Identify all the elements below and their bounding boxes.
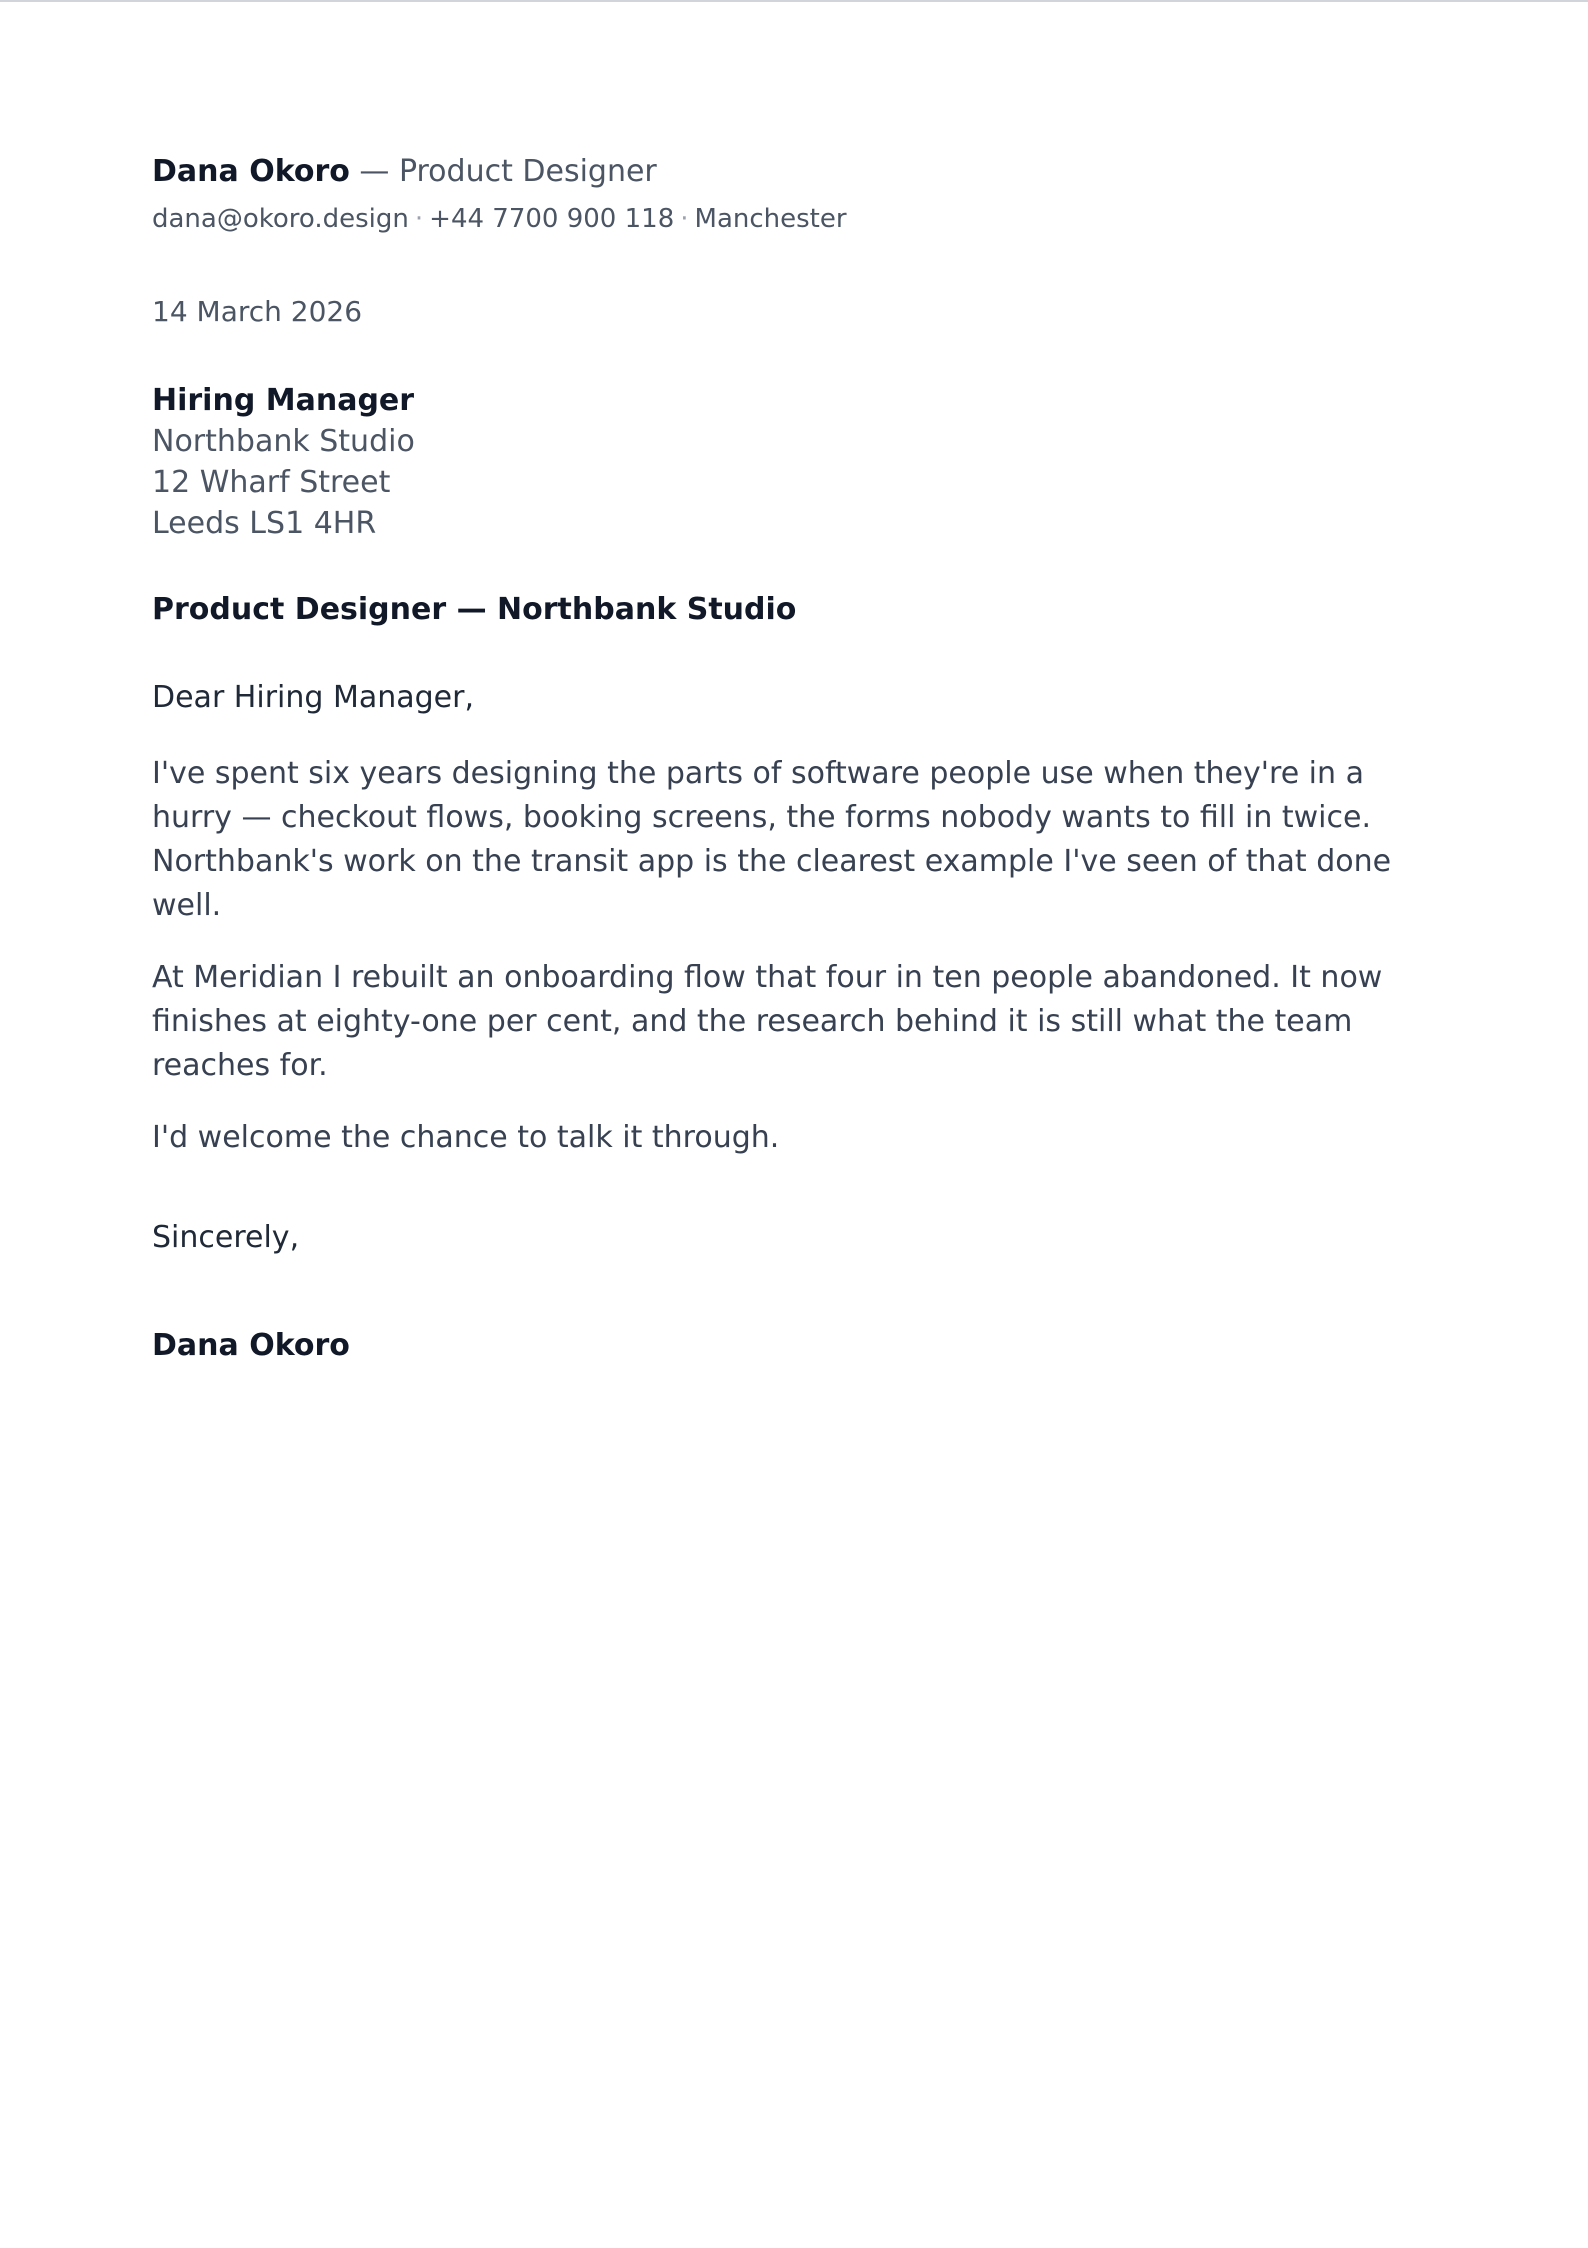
recipient-city: Leeds LS1 4HR [152,506,377,541]
salutation: Dear Hiring Manager, [152,680,475,715]
top-divider [0,0,1588,2]
body-paragraph: I've spent six years designing the parts of software people use when they're in a hurry — checkout flows, booking screens, the forms nobody wants to fill in twice. Northbank's work on the transit app is the clearest example I've seen of that done well. [152,756,1392,923]
body-paragraph: I'd welcome the chance to talk it through. [152,1120,780,1155]
letter-date: 14 March 2026 [152,295,363,328]
sender-name: Dana Okoro [152,154,350,189]
sender-phone: +44 7700 900 118 [429,204,675,234]
closing: Sincerely, [152,1220,300,1255]
contact-details [152,202,847,236]
recipient-address [152,380,415,544]
contact-separator: · [680,204,689,234]
body-paragraph: At Meridian I rebuilt an onboarding flow that four in ten people abandoned. It now finishes at eighty-one per cent, and the research behind it is still what the team reaches for. [152,960,1383,1083]
contact-separator: · [414,204,424,234]
recipient-name: Hiring Manager [152,383,415,418]
recipient-street: 12 Wharf Street [152,465,391,500]
sender-title: — Product Designer [359,154,657,189]
sender-location: Manchester [694,204,847,234]
sender-email: dana@okoro.design [152,204,409,234]
subject-line: Product Designer — Northbank Studio [152,592,797,627]
letterhead [152,152,657,192]
signature-name: Dana Okoro [152,1328,350,1363]
recipient-company: Northbank Studio [152,424,415,459]
